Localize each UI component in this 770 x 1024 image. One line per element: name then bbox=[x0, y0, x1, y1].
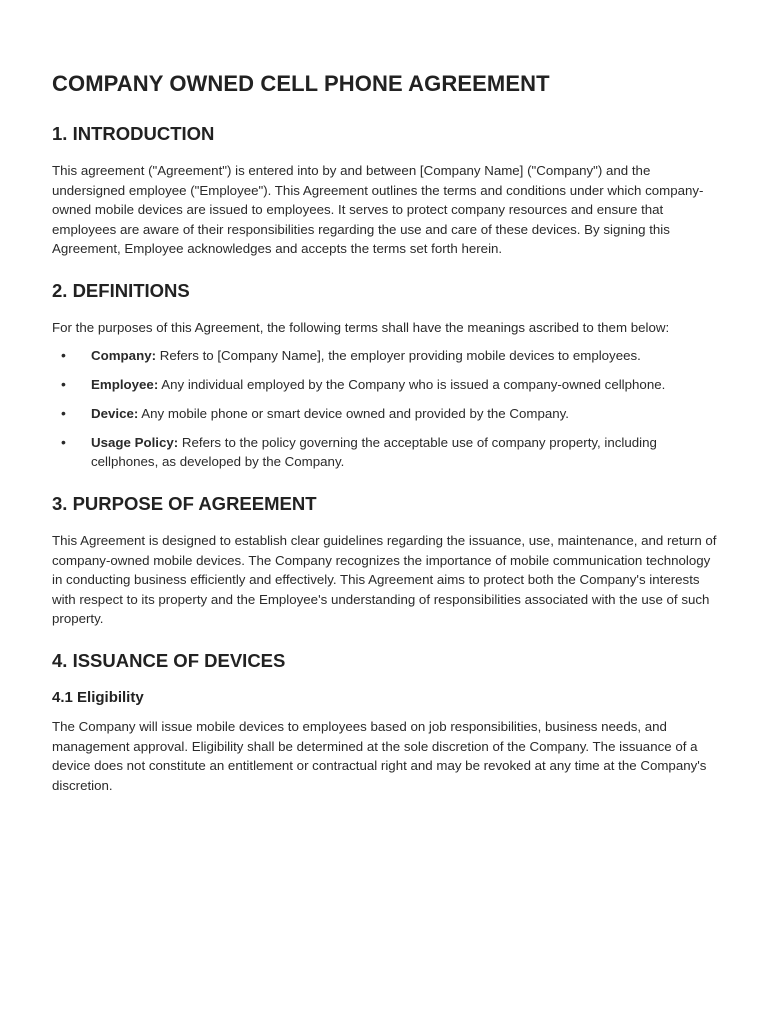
definition-term: Company: bbox=[91, 347, 157, 363]
bullet: • bbox=[61, 375, 66, 392]
definitions-intro-paragraph: For the purposes of this Agreement, the following terms shall have the meanings ascribed to them below: bbox=[52, 319, 670, 335]
section-heading-definitions: 2. DEFINITIONS bbox=[52, 279, 190, 301]
definition-term: Device: bbox=[91, 405, 139, 421]
definition-item-usage-policy bbox=[52, 433, 718, 472]
definition-item-employee bbox=[52, 375, 718, 395]
definition-term: Usage Policy: bbox=[91, 434, 179, 450]
section-heading-purpose: 3. PURPOSE OF AGREEMENT bbox=[52, 493, 317, 515]
bullet: • bbox=[61, 433, 66, 450]
bullet: • bbox=[61, 404, 66, 421]
section-heading-issuance: 4. ISSUANCE OF DEVICES bbox=[52, 650, 286, 671]
definition-text: Refers to [Company Name], the employer providing mobile devices to employees. bbox=[156, 347, 641, 363]
definition-term: Employee: bbox=[91, 376, 159, 392]
subsection-heading-eligibility: 4.1 Eligibility bbox=[52, 689, 144, 706]
section-heading-introduction: 1. INTRODUCTION bbox=[52, 123, 215, 144]
definitions-list bbox=[52, 346, 718, 472]
definition-text: Refers to the policy governing the acceptable use of company property, including cellphones, as developed by the Company. bbox=[91, 434, 657, 470]
document-title: COMPANY OWNED CELL PHONE AGREEMENT bbox=[52, 71, 550, 96]
introduction-paragraph: This agreement ("Agreement") is entered into by and between [Company Name] ("Company") and the undersigned employee ("Employee"). This Agreement outlines the terms and conditions under which company-owned mobile devices are issued to employees. It serves to protect company resources and ensure that employees are aware of their responsibilities regarding the use and care of these devices. By signing this Agreement, Employee acknowledges and accepts the terms set forth herein. bbox=[52, 163, 704, 257]
definition-text: Any mobile phone or smart device owned and provided by the Company. bbox=[138, 405, 569, 421]
bullet: • bbox=[61, 346, 66, 363]
definition-text: Any individual employed by the Company who is issued a company-owned cellphone. bbox=[158, 376, 666, 392]
definition-item-device bbox=[52, 404, 718, 424]
purpose-paragraph: This Agreement is designed to establish clear guidelines regarding the issuance, use, maintenance, and return of company-owned mobile devices. The Company recognizes the importance of mobile communication technology in conducting business efficiently and effectively. This Agreement aims to protect both the Company's interests with respect to its property and the Employee's understanding of responsibilities associated with the use of such property. bbox=[52, 533, 717, 627]
definition-item-company bbox=[52, 346, 718, 366]
eligibility-paragraph: The Company will issue mobile devices to employees based on job responsibilities, business needs, and management approval. Eligibility shall be determined at the sole discretion of the Company. The issuance of a device does not constitute an entitlement or contractual right and may be revoked at any time at the Company's discretion. bbox=[52, 719, 707, 793]
